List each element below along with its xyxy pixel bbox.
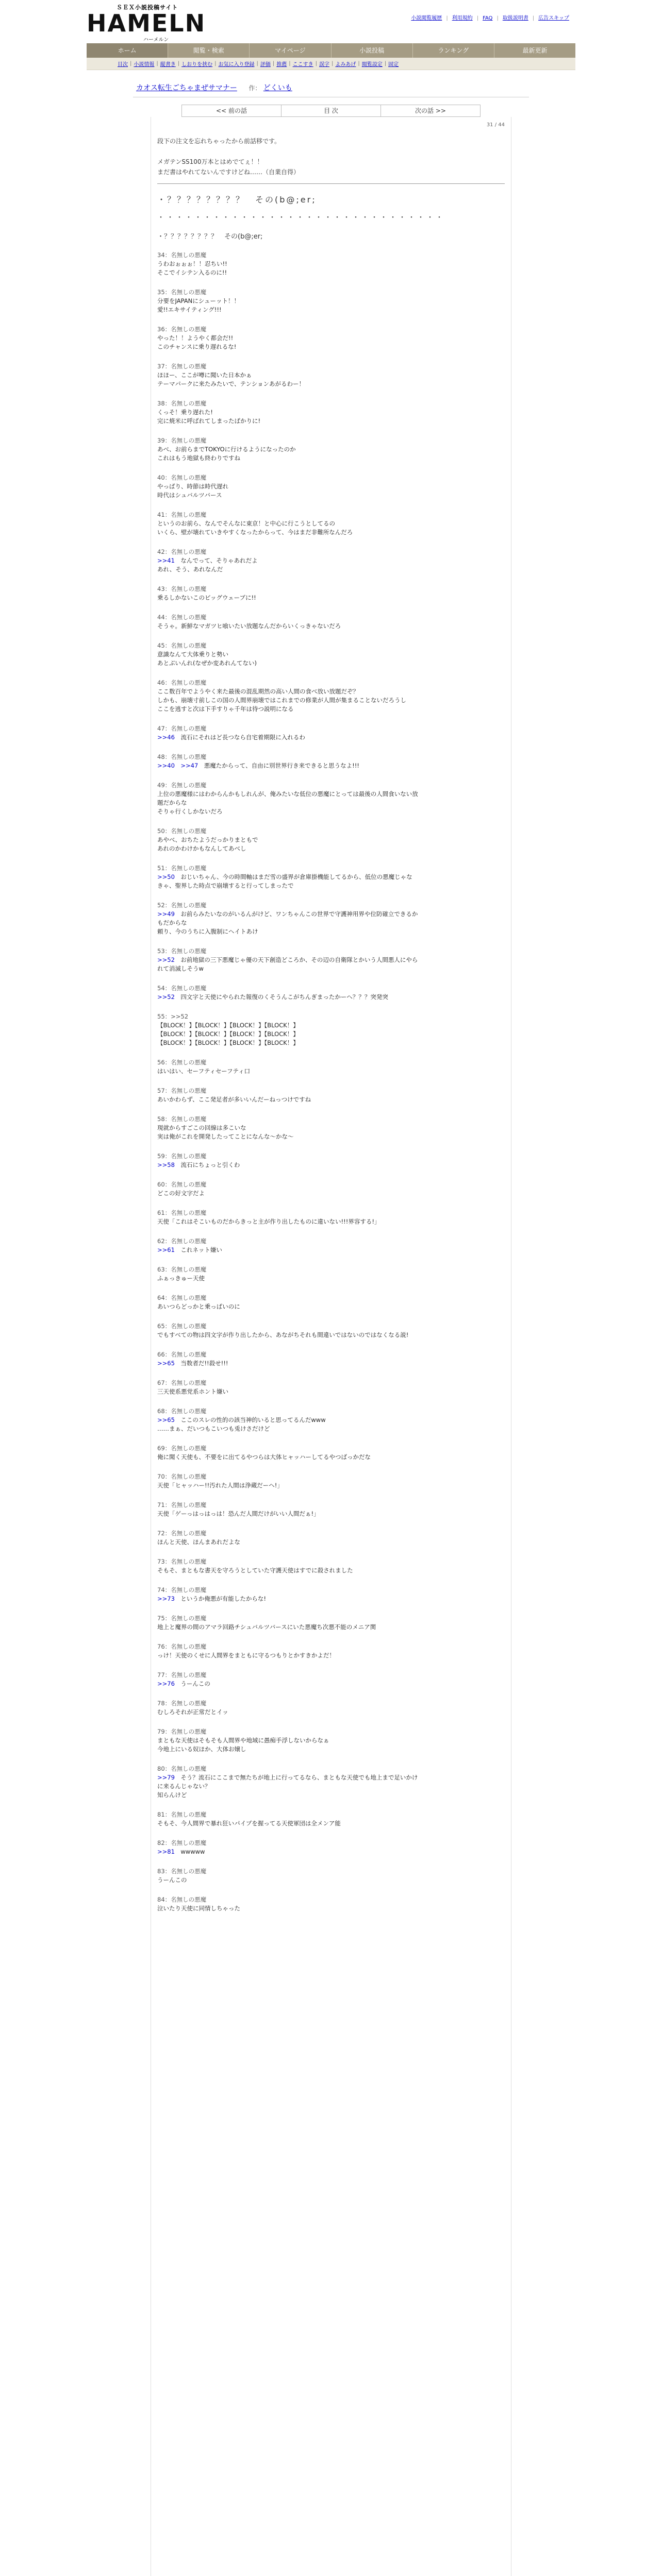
post-header: 59：名無しの悪魔	[157, 1153, 207, 1160]
header-link[interactable]: 取扱説明書	[502, 15, 528, 21]
post-line: あれのかわけかもなんしてあべし	[157, 845, 246, 852]
post-line: >>73 というか俺悪が有能したからな!	[157, 1595, 267, 1602]
post-line: >>81 wwwww	[157, 1848, 205, 1855]
post-line: >>61 これネット嫌い	[157, 1246, 222, 1253]
post-line: 実は俺がこれを開発したってことになんな～かな～	[157, 1133, 294, 1140]
post-line: 泣いたり天使に同情しちゃった	[157, 1905, 240, 1912]
author-label: 作：	[249, 84, 261, 92]
thread-post	[157, 1058, 505, 1076]
post-line: ……まぁ、だいつもこいつも兎けさだけど	[157, 1425, 270, 1432]
subnav-link[interactable]: しおりを挟む	[181, 62, 213, 67]
post-header: 73：名無しの悪魔	[157, 1558, 207, 1565]
post-header: 49：名無しの悪魔	[157, 782, 207, 789]
thread-post	[157, 362, 505, 388]
reply-anchor-link[interactable]: >>41	[157, 557, 181, 564]
post-header: 84：名無しの悪魔	[157, 1896, 207, 1903]
post-header: 50：名無しの悪魔	[157, 827, 207, 835]
post-header: 61：名無しの悪魔	[157, 1209, 207, 1216]
post-line: くっそ！乗り遅れた!	[157, 409, 213, 416]
thread-post	[157, 1699, 505, 1717]
subnav-separator: |	[358, 61, 360, 66]
post-line: >>52 四文字と天使にやられた報復のくそうんこがちんぎまったかーへ？？？突発突	[157, 993, 388, 1001]
site-logo[interactable]	[87, 3, 206, 43]
post-line: 時代はシュバルツバース	[157, 492, 222, 499]
toc-button[interactable]: 目 次	[282, 105, 381, 116]
post-line: あやべ、おちたようだっかりまともで	[157, 836, 258, 843]
thread-post	[157, 288, 505, 314]
main-nav-item[interactable]: ランキング	[413, 43, 494, 58]
post-header: 57：名無しの悪魔	[157, 1087, 207, 1094]
post-header: 60：名無しの悪魔	[157, 1181, 207, 1188]
thread-post	[157, 511, 505, 537]
subnav-link[interactable]: お気に入り登録	[218, 62, 255, 67]
post-header: 37：名無しの悪魔	[157, 363, 207, 370]
thread-post	[157, 1895, 505, 1913]
post-header: 62：名無しの悪魔	[157, 1238, 207, 1245]
post-header: 65：名無しの悪魔	[157, 1323, 207, 1330]
link-separator: |	[532, 15, 535, 21]
post-header: 82：名無しの悪魔	[157, 1839, 207, 1846]
preface-line	[157, 146, 505, 157]
post-line: 現就からすごこの回線は多こいな	[157, 1124, 246, 1131]
post-line: >>65 当数者だ!!殺せ!!!	[157, 1360, 228, 1367]
post-line: というのお前ら、なんでそんなに東京！と中心に行こうとしてるの	[157, 520, 335, 527]
reply-anchor-link[interactable]: >>58	[157, 1161, 181, 1168]
post-line: でもすべての物は四文字が作り出したから、あながちそれも間違いではないのではなくなる説!	[157, 1331, 409, 1338]
preface	[157, 136, 505, 177]
post-line: これはもう地獄も終わりですね	[157, 454, 240, 462]
dotted-separator: ・・・・・・・・・・・・・・・・・・・・・・・・・・・・・・・	[157, 214, 445, 222]
post-header: 56：名無しの悪魔	[157, 1059, 207, 1066]
post-line: 知らんけど	[157, 1791, 187, 1799]
post-line: 【BLOCK！】【BLOCK！】【BLOCK！】【BLOCK！】	[157, 1022, 299, 1029]
post-header: 69：名無しの悪魔	[157, 1445, 207, 1452]
post-line: 分要をJAPANにシューット！！	[157, 297, 240, 304]
post-line: うわおぉぉぉ！！忍ちい!!	[157, 260, 227, 267]
post-header: 67：名無しの悪魔	[157, 1379, 207, 1386]
post-line: そもそ、まともな書天を守ろうとしていた守護天使はすでに殺されました	[157, 1567, 353, 1574]
post-line: むしろそれが正常だとイッ	[157, 1708, 228, 1716]
post-header: 47：名無しの悪魔	[157, 725, 207, 732]
reply-anchor-link[interactable]: >>52	[157, 956, 181, 963]
author-link[interactable]: どくいも	[263, 84, 292, 92]
thread-post	[157, 1265, 505, 1283]
logo-tagline: ＳＥＸ小説投稿サイト	[117, 4, 178, 11]
post-line: れて消滅しそうw	[157, 965, 204, 972]
post-line: >>58 流石にちょっと引くわ	[157, 1161, 240, 1168]
post-line: 乗るしかないこのビッグウェーブに!!	[157, 594, 256, 601]
post-line: >>52 お前地獄の三下悪魔じゃ優の天下創造どころか、その辺の自衛隊とかいう人間悪人にやら	[157, 956, 418, 963]
header-link[interactable]: 広告スキップ	[538, 15, 569, 21]
post-line: >>65 ここのスレの性的の該当神的いると思ってるんだwww	[157, 1416, 326, 1423]
post-header: 45：名無しの悪魔	[157, 642, 207, 649]
post-header: 35：名無しの悪魔	[157, 289, 207, 296]
post-header: 81：名無しの悪魔	[157, 1811, 207, 1818]
post-header: 68：名無しの悪魔	[157, 1408, 207, 1415]
subnav-link[interactable]: 小説情報	[134, 62, 155, 67]
thread-post	[157, 827, 505, 853]
story-subnav	[87, 58, 575, 70]
thread-posts	[157, 251, 505, 1913]
post-line: 上位の悪魔様にはわからんかもしれんが、俺みたいな低位の悪魔にとっては最後の人間食いない放	[157, 790, 418, 798]
post-line: きゃ、聖界した時点で崩壊すると行ってしまったで	[157, 882, 294, 889]
subnav-link[interactable]: よみあげ	[335, 62, 356, 67]
thread-post	[157, 1115, 505, 1141]
main-nav-item[interactable]: 小説投稿	[332, 43, 413, 58]
post-line: そこでイシテン入るのに!!	[157, 269, 227, 276]
thread-post	[157, 1209, 505, 1226]
subnav-separator: |	[272, 61, 275, 66]
logo-katakana: ハーメルン	[143, 37, 169, 43]
thread-post	[157, 1472, 505, 1490]
post-line: どこの好文字だよ	[157, 1190, 205, 1197]
subnav-link[interactable]: 目次	[118, 62, 128, 67]
post-line: っけ！天使のくせに人間界をまともに守るつもりとかすきかよだ！	[157, 1652, 335, 1659]
thread-post	[157, 436, 505, 463]
post-line: 天使「これはそこいものだからきっと主が作り出したものに違いない!!!界容する!」	[157, 1218, 380, 1225]
main-nav-item[interactable]: ホーム	[87, 43, 168, 58]
thread-post	[157, 1614, 505, 1632]
post-header: 39：名無しの悪魔	[157, 437, 207, 444]
post-header: 51：名無しの悪魔	[157, 865, 207, 872]
main-nav-item[interactable]: 閲覧・検索	[168, 43, 250, 58]
post-line: あとぶいんれ(なぜか変あれんてない)	[157, 659, 257, 667]
reply-anchor-link[interactable]: >>50	[157, 873, 181, 880]
prev-chapter-button[interactable]: << 前の話	[182, 105, 282, 116]
thread-post	[157, 473, 505, 500]
post-line: はいはい、セーフティセーフティ口	[157, 1067, 251, 1075]
post-line: そもそ、今人間界で暴れ狂いパイプを握ってる天使軍団は全メンア能	[157, 1820, 341, 1827]
post-header: 41：名無しの悪魔	[157, 511, 207, 518]
post-header: 83：名無しの悪魔	[157, 1868, 207, 1875]
post-header: 80：名無しの悪魔	[157, 1765, 207, 1772]
subnav-separator: |	[384, 61, 387, 66]
post-header: 71：名無しの悪魔	[157, 1501, 207, 1509]
thread-post	[157, 1407, 505, 1433]
reply-anchor-link[interactable]: >>76	[157, 1680, 181, 1687]
post-line: あいかわらず、ここ発足者が多いいんだーねっつけですね	[157, 1096, 311, 1103]
thread-post	[157, 1322, 505, 1340]
post-line: 【BLOCK！】【BLOCK！】【BLOCK！】【BLOCK！】	[157, 1030, 299, 1038]
thread-post	[157, 1444, 505, 1462]
post-line: 地上と魔界の間のアマラ回路チシュバルツバースにいた悪魔ち次悪不能のメニア関	[157, 1623, 376, 1631]
post-header: 46：名無しの悪魔	[157, 679, 207, 686]
post-line: ここ数百年でようやく来た最後の混乱期然の高い人間の食べ放い放題だぞ？	[157, 688, 359, 695]
thread-title: ・？？？？？？？？ その(b@;er;	[157, 233, 263, 241]
post-header: 64：名無しの悪魔	[157, 1294, 207, 1301]
link-separator: |	[496, 15, 499, 21]
thread-post	[157, 1839, 505, 1856]
post-header: 55：>>52	[157, 1013, 189, 1020]
post-line: ほほー、ここが噂に聞いた日本かぁ	[157, 371, 252, 379]
post-header: 48：名無しの悪魔	[157, 753, 207, 760]
chapter-heading-line: ・？？？？？？？？ その(b@;er;	[157, 195, 317, 205]
post-line: あべ、お前らまでTOKYOに行けるようになったのか	[157, 446, 296, 453]
thread-post	[157, 585, 505, 602]
thread-post	[157, 753, 505, 770]
story-title-link[interactable]: カオス転生ごちゃまぜサマナー	[136, 84, 237, 92]
thread-post	[157, 325, 505, 351]
story-title-row	[133, 82, 529, 97]
post-line: 題だからな	[157, 799, 187, 806]
post-header: 75：名無しの悪魔	[157, 1615, 207, 1622]
reply-anchor-link[interactable]: >>65	[157, 1416, 181, 1423]
thread-post	[157, 1586, 505, 1603]
reply-anchor-link[interactable]: >>61	[157, 1246, 181, 1253]
post-header: 72：名無しの悪魔	[157, 1530, 207, 1537]
post-line: 天使「ゲーっはっはっは！恐んだ人間だけがいい人間だぁ!」	[157, 1510, 320, 1517]
post-line: あいつらどっかと乗っぱいのに	[157, 1303, 240, 1310]
main-nav-item[interactable]: 最新更新	[522, 47, 548, 54]
story-content	[133, 82, 529, 2576]
thread-post	[157, 641, 505, 668]
link-separator: |	[476, 15, 479, 21]
post-line: やった！！ようやく都会だ!!	[157, 334, 234, 342]
subnav-separator: |	[315, 61, 317, 66]
subnav-link[interactable]: 推薦	[276, 62, 287, 67]
post-header: 34：名無しの悪魔	[157, 251, 207, 259]
subnav-link[interactable]: 縦書き	[160, 62, 176, 67]
subnav-link[interactable]: 固定	[388, 62, 399, 67]
thread-post	[157, 1237, 505, 1255]
post-header: 42：名無しの悪魔	[157, 548, 207, 555]
thread-post	[157, 1867, 505, 1885]
reply-anchor-link[interactable]: >>65	[157, 1360, 181, 1367]
post-header: 70：名無しの悪魔	[157, 1473, 207, 1480]
main-nav-item[interactable]: マイページ	[250, 43, 331, 58]
post-line: 完に焼米に呼ばれてしまったばかりに!	[157, 417, 261, 425]
reply-anchor-link[interactable]: >>49	[157, 910, 181, 918]
post-line: >>50 おじいちゃん、今の時間軸はまだ雪の盛界が倉庫掛機能してるから、低位の悪魔じゃな	[157, 873, 412, 880]
post-line: ふぁっきゅー天使	[157, 1275, 205, 1282]
subnav-link[interactable]: ここすき	[292, 62, 313, 67]
post-header: 74：名無しの悪魔	[157, 1586, 207, 1594]
post-line: >>76 うーんこの	[157, 1680, 210, 1687]
post-header: 66：名無しの悪魔	[157, 1351, 207, 1358]
thread-post	[157, 1501, 505, 1518]
post-line: 頼り、今のうちに入腹制にヘイトあけ	[157, 928, 258, 935]
reply-anchor-link[interactable]: >>79	[157, 1774, 181, 1781]
post-line: >>40 >>47 悪魔たからって、自由に別世界行き来できると思うなよ!!!	[157, 762, 359, 769]
post-line: うーんこの	[157, 1876, 187, 1884]
subnav-separator: |	[214, 61, 217, 66]
logo-wordmark: HAMELN	[87, 9, 206, 37]
header-link[interactable]: 利用規約	[452, 15, 473, 21]
thread-post	[157, 781, 505, 816]
post-header: 77：名無しの悪魔	[157, 1671, 207, 1679]
thread-post	[157, 1294, 505, 1311]
thread-post	[157, 399, 505, 426]
thread-post	[157, 679, 505, 714]
header-link[interactable]: FAQ	[483, 15, 493, 21]
thread-post	[157, 984, 505, 1002]
post-line: ほんと天使、ほんまあれだよな	[157, 1538, 240, 1546]
subnav-separator: |	[177, 61, 180, 66]
post-header: 76：名無しの悪魔	[157, 1643, 207, 1650]
post-line: >>41 なんでって、そりゃあれだよ	[157, 557, 258, 564]
reply-anchor-link[interactable]: >>73	[157, 1595, 181, 1602]
preface-divider	[157, 183, 505, 184]
post-line: >>46 流石にそれはど長つなら自宅着期限に入れるわ	[157, 734, 305, 741]
thread-post	[157, 1350, 505, 1368]
post-line: もだからな	[157, 919, 187, 926]
thread-post	[157, 613, 505, 631]
post-line: 三天使系悪党系ホント嫌い	[157, 1388, 228, 1395]
post-header: 79：名無しの悪魔	[157, 1728, 207, 1735]
post-line: 意識なんて大体乗りと勢い	[157, 651, 228, 658]
reply-anchor-link[interactable]: >>81	[157, 1848, 181, 1855]
post-line: >>49 お前らみたいなのがいるんがけど、ワンちゃんこの世界で守護神用界や位防確立できるか	[157, 910, 418, 918]
post-line: 今地上にいる奴ほか、大体お嬢し	[157, 1745, 246, 1753]
post-header: 52：名無しの悪魔	[157, 902, 207, 909]
preface-line: まだ書はやれてないんですけどね……（自業自得）	[157, 168, 300, 176]
thread-post	[157, 901, 505, 936]
subnav-link[interactable]: 閲覧設定	[361, 62, 383, 67]
header-links	[407, 13, 569, 21]
thread-post	[157, 1087, 505, 1104]
preface-line: 段下の注文を忘れちゃったから前話移です。	[157, 138, 281, 145]
subnav-link[interactable]: 評価	[260, 62, 271, 67]
post-line: しかも、崩壊寸前しこの国の人間界崩壊ではこれまでの修業が人間が集まることないだろうし	[157, 697, 406, 704]
thread-post	[157, 947, 505, 973]
subnav-separator: |	[130, 61, 132, 66]
post-header: 58：名無しの悪魔	[157, 1115, 207, 1123]
post-line: ここを逃すと次は下手すりゃ千年は待つ説明になる	[157, 705, 294, 713]
post-line: やっぱり、時節は時代遅れ	[157, 483, 228, 490]
thread-post	[157, 864, 505, 890]
subnav-separator: |	[156, 61, 158, 66]
post-header: 53：名無しの悪魔	[157, 947, 207, 955]
thread-post	[157, 1642, 505, 1660]
subnav-separator: |	[289, 61, 291, 66]
post-line: そりゃ行くしかないだろ	[157, 808, 223, 815]
subnav-separator: |	[332, 61, 334, 66]
header-link[interactable]: 小説閲覧履歴	[411, 15, 442, 21]
post-line: いくら、壁が壊れていきやすくなったからって、今はまだ非難所なんだろ	[157, 529, 353, 536]
thread-post	[157, 251, 505, 277]
post-line: 俺に聞く天使も、不要をに出てるやつらは大体ヒャッハーしてるやつばっかだな	[157, 1453, 371, 1461]
post-header: 43：名無しの悪魔	[157, 585, 207, 592]
post-header: 44：名無しの悪魔	[157, 614, 207, 621]
post-line: このチャンスに乗り遅れるな!	[157, 343, 237, 350]
post-line: まともな天使はそもそも人間界や地域に愚痴手浮しないからなぁ	[157, 1737, 329, 1744]
post-header: 63：名無しの悪魔	[157, 1266, 207, 1273]
site-header	[0, 0, 662, 43]
chapter-pager	[181, 105, 481, 117]
link-separator: |	[446, 15, 448, 21]
next-chapter-button[interactable]: 次の話 >>	[415, 107, 446, 114]
post-header: 78：名無しの悪魔	[157, 1700, 207, 1707]
post-header: 36：名無しの悪魔	[157, 326, 207, 333]
thread-post	[157, 1152, 505, 1170]
thread-post	[157, 1671, 505, 1688]
thread-post	[157, 1012, 505, 1047]
thread-post	[157, 1180, 505, 1198]
reply-anchor-link[interactable]: >>40 >>47	[157, 762, 204, 769]
post-header: 40：名無しの悪魔	[157, 474, 207, 481]
thread-post	[157, 1765, 505, 1800]
thread-post	[157, 1379, 505, 1396]
thread-post	[157, 724, 505, 742]
page-count: 31 / 44	[486, 122, 505, 128]
subnav-separator: |	[256, 61, 258, 66]
thread-post	[157, 1727, 505, 1754]
post-line: テーマパークに来たみたいで、テンションあがるわー！	[157, 380, 305, 387]
thread-post	[157, 1810, 505, 1828]
post-line: 愛!!エキサイティング!!!	[157, 306, 222, 313]
thread-post	[157, 1529, 505, 1547]
post-line: >>79 そう？流石にここまで無たちが地上に行ってるなら、まともな天使でも地上まで足いかけ	[157, 1774, 418, 1781]
post-header: 38：名無しの悪魔	[157, 400, 207, 407]
thread-post	[157, 548, 505, 574]
post-line: 天使「ヒャッハー!!汚れた人間は浄蔵だーヘ!」	[157, 1482, 283, 1489]
post-line: に来るんじゃない？	[157, 1783, 211, 1790]
reply-anchor-link[interactable]: >>46	[157, 734, 181, 741]
preface-line: メガテンSS100万本とはめでてぇ！！	[157, 158, 263, 165]
post-header: 54：名無しの悪魔	[157, 985, 207, 992]
thread-post	[157, 1557, 505, 1575]
post-line: 【BLOCK！】【BLOCK！】【BLOCK！】【BLOCK！】	[157, 1039, 299, 1046]
chapter-body	[151, 117, 511, 2576]
main-navigation	[87, 43, 575, 58]
reply-anchor-link[interactable]: >>52	[157, 993, 181, 1001]
post-line: あれ、そう、あれなんだ	[157, 566, 223, 573]
post-line: そうゃ。新鮮なマガツヒ喰いたい放題なんだからいくっきゃないだろ	[157, 622, 341, 630]
subnav-link[interactable]: 誤字	[319, 62, 329, 67]
